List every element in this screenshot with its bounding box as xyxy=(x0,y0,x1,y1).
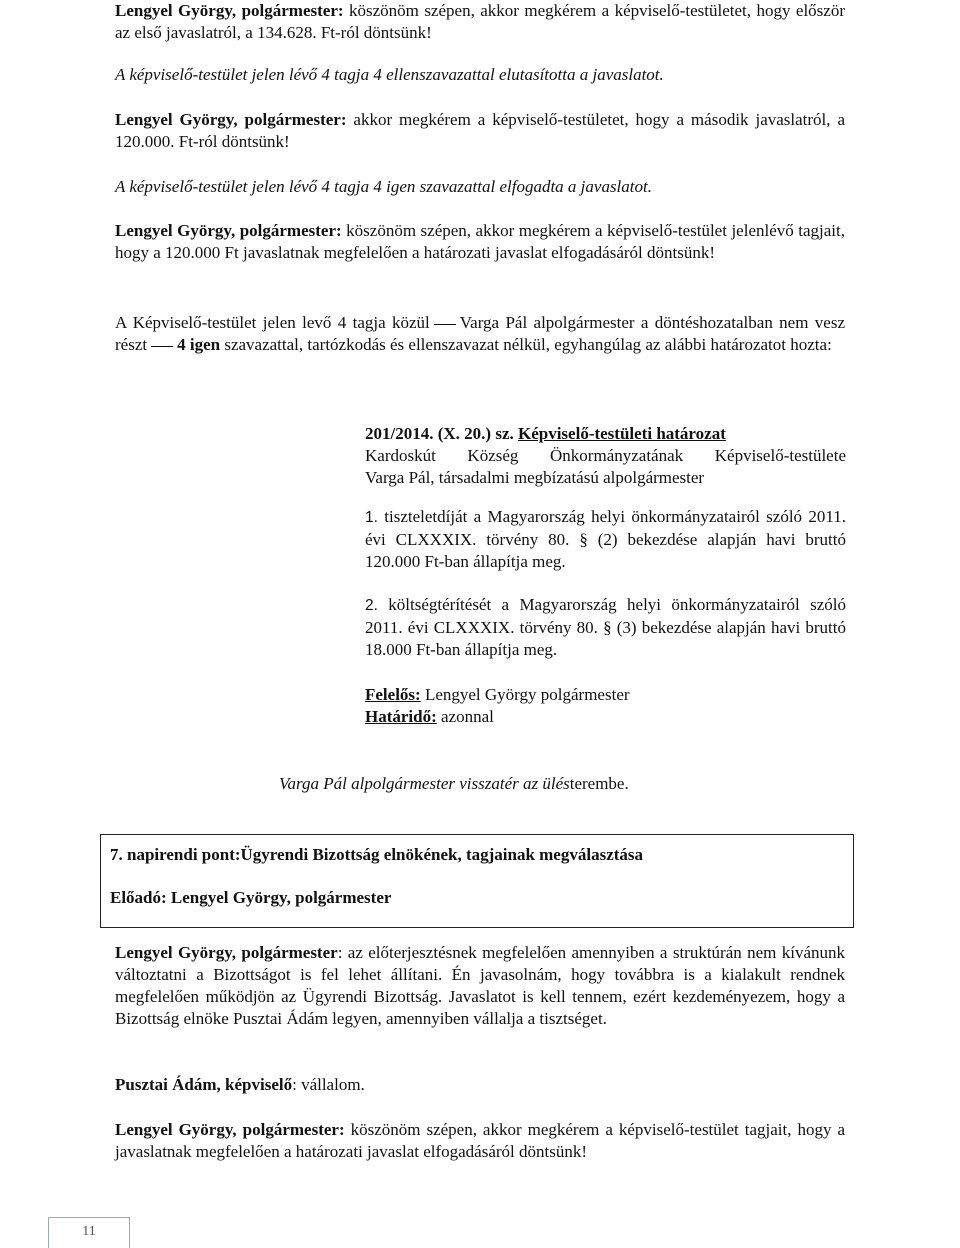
paragraph-vote-request-2 xyxy=(115,109,845,153)
speaker-name: Lengyel György, polgármester: xyxy=(115,1,344,20)
page-number: 11 xyxy=(48,1217,130,1248)
resolution-item-2 xyxy=(365,594,846,661)
paragraph-decision-intro xyxy=(115,312,845,356)
paragraph-discussion-3 xyxy=(115,1119,845,1163)
paragraph-discussion-2 xyxy=(115,1074,845,1096)
deadline-value: azonnal xyxy=(436,707,494,726)
resolution-body-line2: Varga Pál, társadalmi megbízatású alpolgármester xyxy=(365,468,705,487)
agenda-presenter: Előadó: Lengyel György, polgármester xyxy=(110,888,392,907)
agenda-box xyxy=(100,834,854,928)
resolution-responsible xyxy=(365,684,846,706)
return-note-italic: Varga Pál alpolgármester visszatér az ülés xyxy=(279,774,570,793)
item-number: 2. xyxy=(365,597,378,614)
paragraph-text: szavazattal, tartózkodás és ellenszavazat nélkül, egyhangúlag az alábbi határozatot hozta: xyxy=(220,335,832,354)
resolution-number: 201/2014. (X. 20.) sz. xyxy=(365,424,514,443)
responsible-value: Lengyel György polgármester xyxy=(420,685,630,704)
responsible-label: Felelős: xyxy=(365,685,421,704)
paragraph-vote-request-3 xyxy=(115,220,845,264)
speaker-name: Lengyel György, polgármester xyxy=(115,943,338,962)
resolution-heading xyxy=(365,423,846,445)
paragraph-text: köszönöm szépen, akkor megkérem a képviselő-testület jelenlévő tagjait, hogy a 120.000 Ft javaslatnak megfelelően a határozati javaslat elfogadásáról döntsünk! xyxy=(115,221,845,262)
item-text: költségtérítését a Magyarország helyi önkormányzatairól szóló 2011. évi CLXXXIX. törvény 80. § (3) bekezdése alapján havi bruttó 18.000 Ft-ban állapítja meg. xyxy=(365,595,846,659)
agenda-title: 7. napirendi pont:Ügyrendi Bizottság elnökének, tagjainak megválasztása xyxy=(110,845,644,864)
paragraph-text: A képviselő-testület jelen lévő 4 tagja 4 ellenszavazattal elutasította a javaslatot. xyxy=(115,65,664,84)
speaker-name: Lengyel György, polgármester: xyxy=(115,1120,345,1139)
paragraph-discussion-1 xyxy=(115,942,845,1030)
dash-divider xyxy=(151,346,173,347)
resolution-deadline xyxy=(365,706,846,728)
paragraph-text: köszönöm szépen, akkor megkérem a képviselő-testületet, hogy először az első javaslatról, a 134.628. Ft-ról döntsünk! xyxy=(115,1,846,42)
vote-result-rejected xyxy=(115,64,845,86)
speaker-name: Lengyel György, polgármester: xyxy=(115,110,347,129)
vote-count: 4 igen xyxy=(177,335,221,354)
paragraph-vote-request-1 xyxy=(115,0,845,44)
return-note-plain: terembe. xyxy=(569,774,629,793)
deadline-label: Határidő: xyxy=(365,707,437,726)
paragraph-text: : vállalom. xyxy=(292,1075,365,1094)
paragraph-text: akkor megkérem a képviselő-testületet, hogy a második javaslatról, a 120.000. Ft-ról döntsünk! xyxy=(115,110,845,151)
return-note xyxy=(279,773,839,795)
item-text: tiszteletdíját a Magyarország helyi önkormányzatairól szóló 2011. évi CLXXXIX. törvény 80. § (2) bekezdése alapján havi bruttó 120.000 Ft-ban állapítja meg. xyxy=(365,507,846,571)
paragraph-text: : az előterjesztésnek megfelelően amennyiben a struktúrán nem kívánunk változtatni a Bizottságot is fel lehet állítani. Én javasolnám, hogy továbbra is a kialakult rendnek megfelelően működjön az Ügyrendi Bizottság. Javaslatot is kell tennem, ezért kezdeményezem, hogy a Bizottság elnöke Pusztai Ádám legyen, amennyiben vállalja a tisztséget. xyxy=(115,943,845,1028)
vote-result-accepted xyxy=(115,176,845,198)
paragraph-text: Varga Pál alpolgármester a döntéshozatalban nem vesz részt xyxy=(115,313,845,354)
speaker-name: Lengyel György, polgármester: xyxy=(115,221,342,240)
resolution-type: Képviselő-testületi határozat xyxy=(517,424,726,443)
dash-divider xyxy=(434,324,456,325)
resolution-item-1 xyxy=(365,506,846,573)
item-number: 1. xyxy=(365,509,378,526)
paragraph-text: A képviselő-testület jelen lévő 4 tagja 4 igen szavazattal elfogadta a javaslatot. xyxy=(115,177,652,196)
speaker-name: Pusztai Ádám, képviselő xyxy=(115,1075,293,1094)
resolution-body-line1: Kardoskút Község Önkormányzatának Képviselő-testülete xyxy=(365,446,846,465)
paragraph-text: köszönöm szépen, akkor megkérem a képviselő-testület tagjait, hogy a javaslatnak megfelelően a határozati javaslat elfogadásáról döntsünk! xyxy=(115,1120,845,1161)
paragraph-text: A Képviselő-testület jelen levő 4 tagja közül xyxy=(115,313,430,332)
